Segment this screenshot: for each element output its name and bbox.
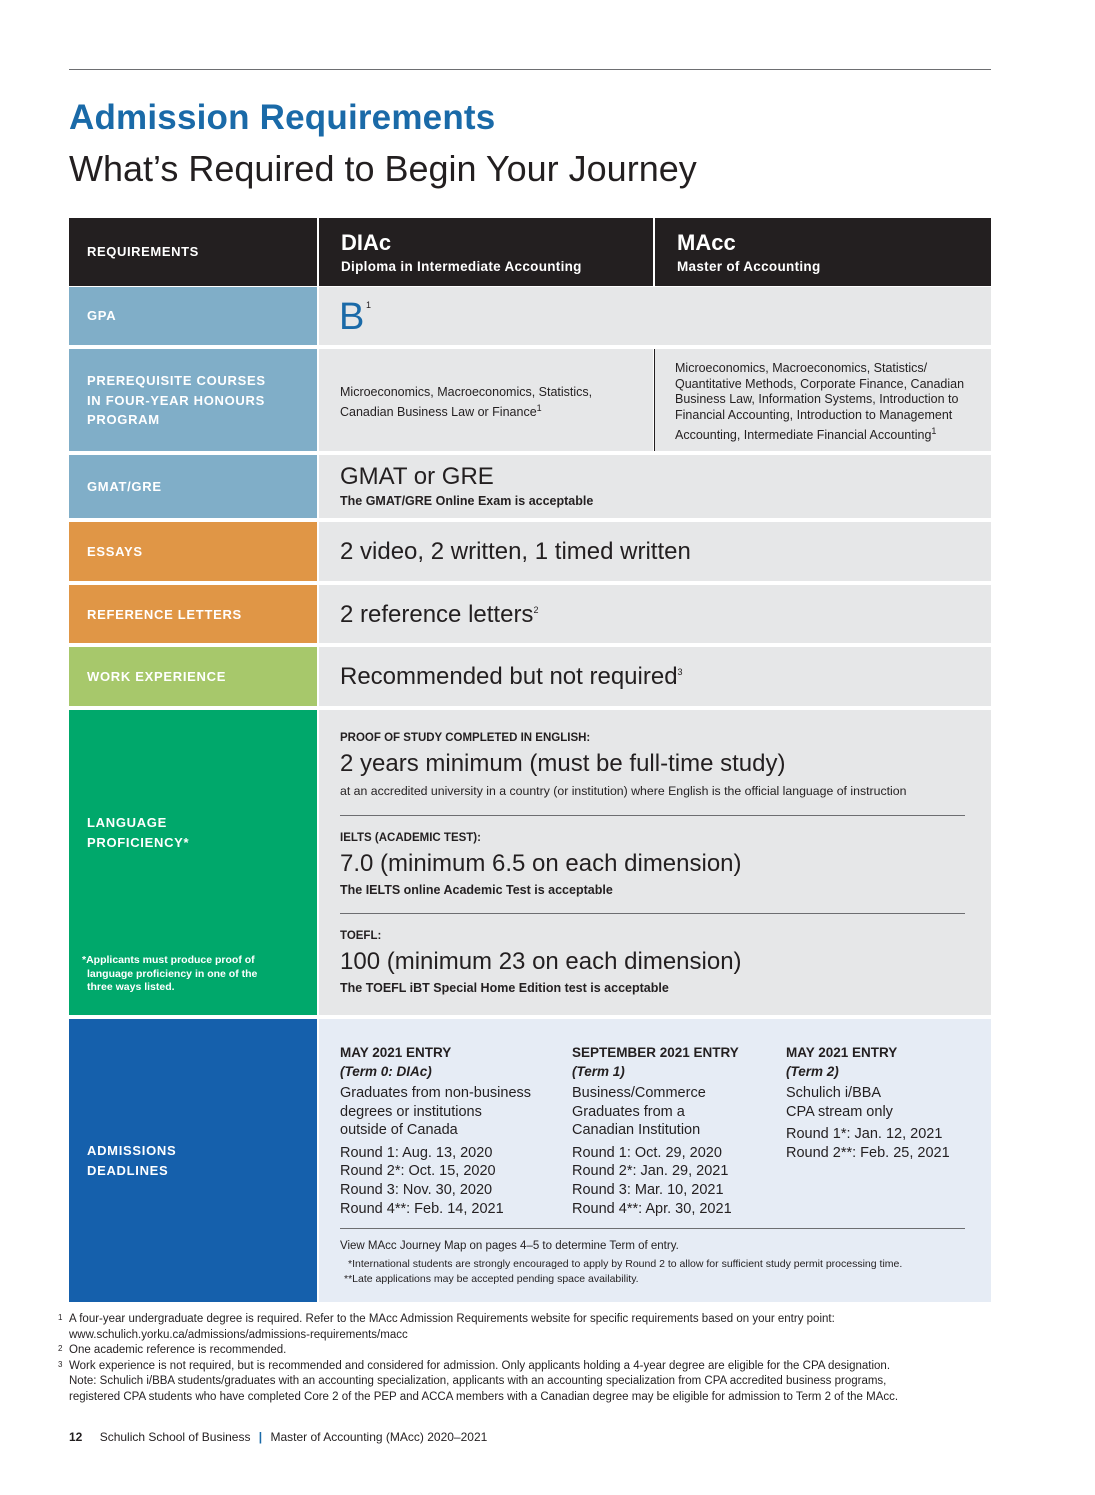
work-value-cell <box>319 647 991 706</box>
english-value: 2 years minimum (must be full-time study) <box>340 750 786 777</box>
ielts-sub: The IELTS online Academic Test is acceptable <box>340 883 613 897</box>
references-value-cell <box>319 585 991 643</box>
english-sub: at an accredited university in a country (or institution) where English is the official language of instruction <box>340 784 907 798</box>
essays-label: ESSAYS <box>87 544 143 559</box>
deadlines-value-cell <box>319 1019 991 1302</box>
prereq-macc-text: Microeconomics, Macroeconomics, Statistics/ Quantitative Methods, Corporate Finance, Canadian Business Law, Information Systems, Introduction to Financial Accounting, Introduction to Management Accounting, Intermediate Financial Accounting$^1$ <box>675 361 965 442</box>
gpa-value: B <box>339 296 365 338</box>
references-label-cell <box>69 585 317 643</box>
header-requirements <box>69 218 317 286</box>
prereq-diac-cell <box>319 349 653 451</box>
header-macc <box>655 218 991 286</box>
deadlines-note: **Late applications may be accepted pending space availability. <box>344 1273 639 1285</box>
language-label-line: LANGUAGE <box>87 815 167 830</box>
language-divider <box>340 815 965 816</box>
language-divider <box>340 913 965 914</box>
prereq-label-cell <box>69 349 317 451</box>
deadlines-note: *International students are strongly encouraged to apply by Round 2 to allow for sufficient study permit processing time. <box>348 1258 903 1270</box>
toefl-value: 100 (minimum 23 on each dimension) <box>340 948 742 975</box>
deadlines-label-line: DEADLINES <box>87 1163 169 1178</box>
english-heading: PROOF OF STUDY COMPLETED IN ENGLISH: <box>340 732 591 744</box>
footnote-1: 1 A four-year undergraduate degree is required. Refer to the MAcc Admission Requirements website for specific requirements based on your entry point: www.schulich.yorku.ca/admissions/admissions-requirements/macc <box>58 1313 835 1341</box>
top-rule <box>69 69 991 70</box>
prereq-label-line: IN FOUR-YEAR HONOURS <box>87 393 265 408</box>
footer-separator: | <box>258 1430 263 1444</box>
gmat-value: GMAT or GRE <box>340 463 494 490</box>
page-subtitle: What’s Required to Begin Your Journey <box>69 148 697 189</box>
footnote-2: 2 One academic reference is recommended. <box>58 1344 287 1356</box>
gpa-value-cell <box>319 287 991 345</box>
gpa-label: GPA <box>87 308 117 323</box>
deadlines-note: View MAcc Journey Map on pages 4–5 to determine Term of entry. <box>340 1240 679 1252</box>
gpa-footnote-ref: 1 <box>366 300 372 310</box>
references-label: REFERENCE LETTERS <box>87 607 242 622</box>
deadlines-label-line: ADMISSIONS <box>87 1143 177 1158</box>
essays-value-cell <box>319 522 991 581</box>
header-diac-title: DIAc <box>341 230 392 255</box>
page-number: 12 <box>69 1430 83 1444</box>
essays-value: 2 video, 2 written, 1 timed written <box>340 538 691 565</box>
gmat-sub: The GMAT/GRE Online Exam is acceptable <box>340 494 594 508</box>
page-title: Admission Requirements <box>69 98 496 137</box>
references-value: 2 reference letters$^2$ <box>340 601 539 628</box>
page-footer <box>69 1430 487 1444</box>
deadline-column: MAY 2021 ENTRY (Term 2) Schulich i/BBA CPA stream only Round 1*: Jan. 12, 2021 Round 2**: Feb. 25, 2021 <box>786 1045 950 1161</box>
language-value-cell <box>319 710 991 1015</box>
language-label-line: PROFICIENCY* <box>87 835 190 850</box>
gmat-label: GMAT/GRE <box>87 479 162 494</box>
gmat-label-cell <box>69 455 317 518</box>
header-macc-subtitle: Master of Accounting <box>677 259 821 274</box>
header-macc-title: MAcc <box>677 230 736 255</box>
deadline-column: MAY 2021 ENTRY (Term 0: DIAc) Graduates from non-business degrees or institutions outside of Canada Round 1: Aug. 13, 2020 Round 2*: Oct. 15, 2020 Round 3: Nov. 30, 2020 Round 4**: Feb. 14, 2021 <box>340 1045 532 1217</box>
header-diac-subtitle: Diploma in Intermediate Accounting <box>341 259 582 274</box>
prereq-diac-text: Microeconomics, Macroeconomics, Statistics, Canadian Business Law or Finance$^1$ <box>340 385 593 420</box>
header-requirements-label: REQUIREMENTS <box>87 244 199 259</box>
deadlines-label-cell <box>69 1019 317 1302</box>
toefl-heading: TOEFL: <box>340 930 382 942</box>
footer-program: Master of Accounting (MAcc) 2020–2021 <box>270 1430 488 1444</box>
gmat-value-cell <box>319 455 991 518</box>
language-label-cell <box>69 710 317 1015</box>
deadline-column: SEPTEMBER 2021 ENTRY (Term 1) Business/Commerce Graduates from a Canadian Institution Round 1: Oct. 29, 2020 Round 2*: Jan. 29, 2021 Round 3: Mar. 10, 2021 Round 4**: Apr. 30, 2021 <box>572 1045 739 1217</box>
work-label: WORK EXPERIENCE <box>87 669 227 684</box>
work-value: Recommended but not required$^3$ <box>340 663 683 690</box>
header-diac <box>319 218 653 286</box>
deadlines-divider <box>340 1228 965 1229</box>
footnote-3: 3 Work experience is not required, but is recommended and considered for admission. Only applicants holding a 4-year degree are eligible for the CPA designation. Note: Schulich i/BBA students/graduates with an accounting specialization, applicants with an accounting specialization from CPA accredited business programs, registered CPA students who have completed Core 2 of the PEP and ACCA members with a Canadian degree may be eligible for admission to Term 2 of the MAcc. <box>58 1359 899 1403</box>
gpa-label-cell <box>69 287 317 345</box>
prereq-macc-cell <box>655 349 991 451</box>
footnotes <box>58 1312 1018 1405</box>
footer-school: Schulich School of Business <box>99 1430 251 1444</box>
language-footnote: *Applicants must produce proof of language proficiency in one of the three ways listed. <box>82 954 258 993</box>
ielts-heading: IELTS (ACADEMIC TEST): <box>340 832 481 844</box>
essays-label-cell <box>69 522 317 581</box>
prereq-label-line: PROGRAM <box>87 412 160 427</box>
toefl-sub: The TOEFL iBT Special Home Edition test is acceptable <box>340 981 669 995</box>
work-label-cell <box>69 647 317 706</box>
prereq-label-line: PREREQUISITE COURSES <box>87 373 266 388</box>
ielts-value: 7.0 (minimum 6.5 on each dimension) <box>340 850 742 877</box>
